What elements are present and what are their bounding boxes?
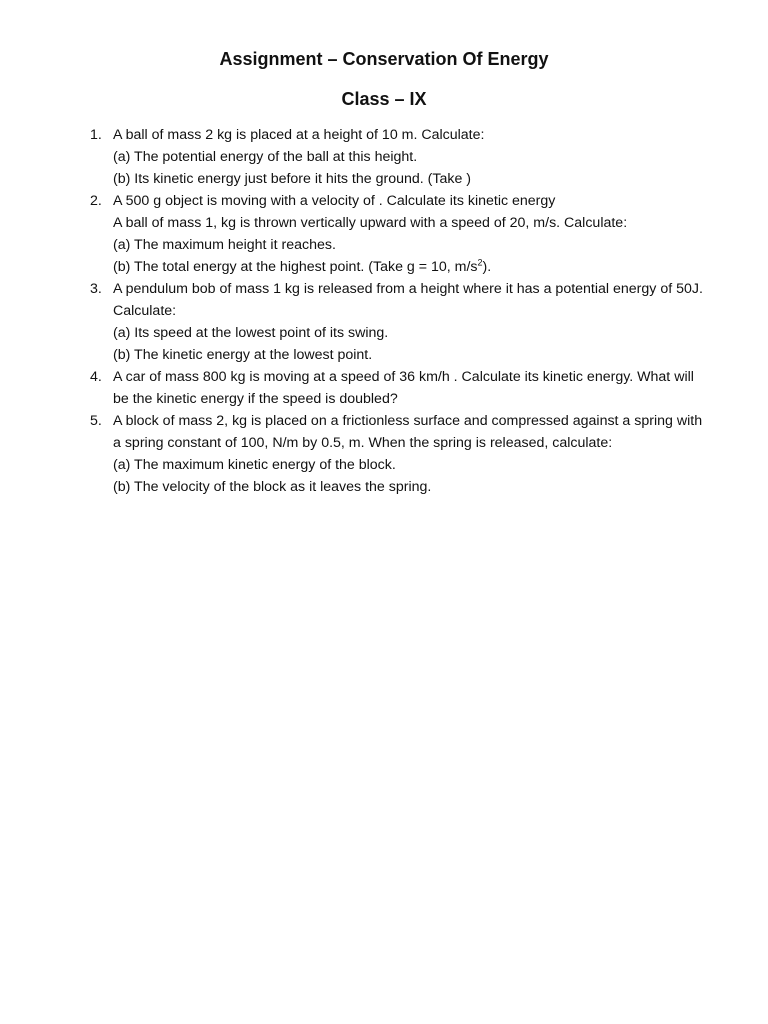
question-line <box>113 256 720 278</box>
question-list <box>90 124 720 498</box>
question-line: (b) Its kinetic energy just before it hits the ground. (Take ) <box>113 171 472 187</box>
question-4 <box>90 366 720 410</box>
question-line: A pendulum bob of mass 1 kg is released from a height where it has a potential energy of 50J. <box>113 281 703 297</box>
question-number: 5. <box>90 413 102 429</box>
question-body <box>113 366 720 410</box>
question-line: (a) The potential energy of the ball at this height. <box>113 149 418 165</box>
question-line: A ball of mass 2 kg is placed at a height of 10 m. Calculate: <box>113 127 485 143</box>
superscript: 2 <box>477 257 483 268</box>
question-line-text: ). <box>482 259 492 275</box>
question-3 <box>90 278 720 366</box>
question-line: A car of mass 800 kg is moving at a speed of 36 km/h . Calculate its kinetic energy. What will <box>113 369 694 385</box>
question-line: be the kinetic energy if the speed is doubled? <box>113 391 398 407</box>
question-line: (b) The velocity of the block as it leaves the spring. <box>113 479 432 495</box>
question-body <box>113 278 720 366</box>
question-body <box>113 124 720 190</box>
question-line: a spring constant of 100, N/m by 0.5, m. When the spring is released, calculate: <box>113 435 613 451</box>
question-number: 4. <box>90 369 102 385</box>
question-line: A block of mass 2, kg is placed on a frictionless surface and compressed against a spring with <box>113 413 703 429</box>
question-number: 2. <box>90 193 102 209</box>
question-line: A ball of mass 1, kg is thrown vertically upward with a speed of 20, m/s. Calculate: <box>113 215 628 231</box>
question-body <box>113 410 720 498</box>
page-title: Assignment – Conservation Of Energy <box>219 49 549 69</box>
question-body <box>113 190 720 278</box>
question-line: Calculate: <box>113 303 177 319</box>
question-line: A 500 g object is moving with a velocity of . Calculate its kinetic energy <box>113 193 556 209</box>
question-number: 3. <box>90 281 102 297</box>
question-line: (a) The maximum height it reaches. <box>113 237 336 253</box>
question-line-text: (b) The total energy at the highest point. (Take g = 10, m/s <box>113 259 478 275</box>
question-2 <box>90 190 720 278</box>
question-line: (b) The kinetic energy at the lowest point. <box>113 347 373 363</box>
question-line: (a) Its speed at the lowest point of its swing. <box>113 325 389 341</box>
question-5 <box>90 410 720 498</box>
question-number: 1. <box>90 127 102 143</box>
page-subtitle: Class – IX <box>341 89 427 109</box>
question-1 <box>90 124 720 190</box>
question-line: (a) The maximum kinetic energy of the block. <box>113 457 396 473</box>
